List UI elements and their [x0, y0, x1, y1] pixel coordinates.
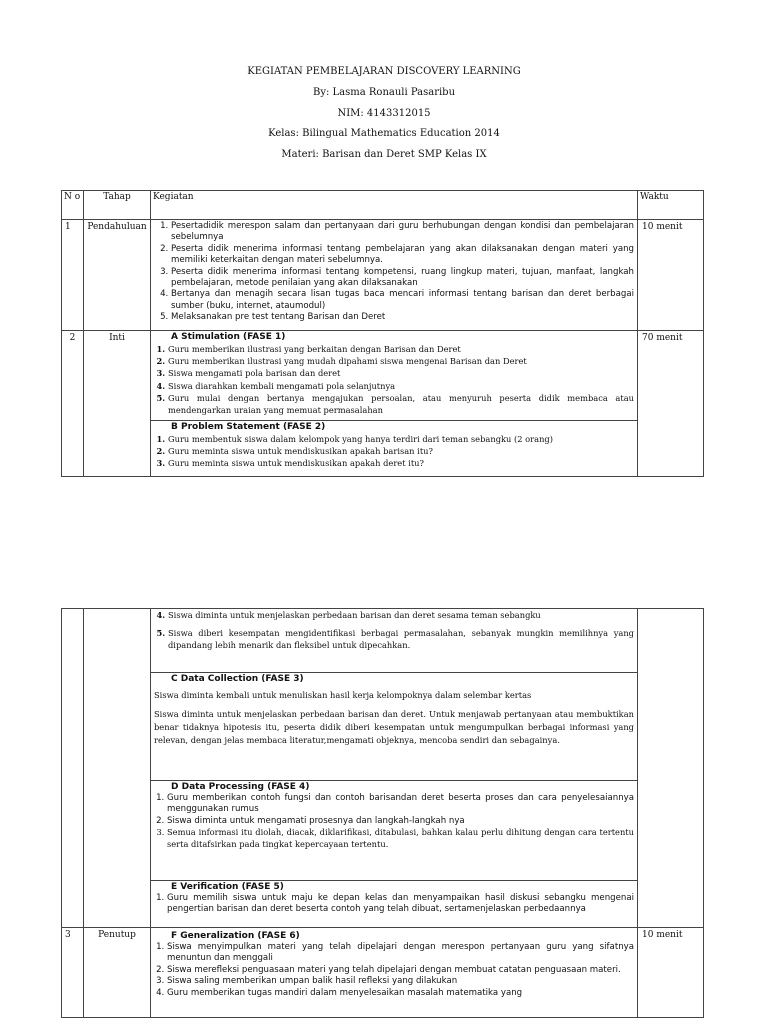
row-number: 2: [62, 331, 84, 477]
row-phase: [84, 609, 151, 928]
row-phase: Penutup: [84, 928, 151, 1018]
row-activities: [151, 220, 638, 331]
section-title: A Stimulation (FASE 1): [171, 332, 286, 342]
row-number: [62, 609, 84, 928]
table-row: [62, 609, 704, 928]
materi-line: Materi: Barisan dan Deret SMP Kelas IX: [281, 149, 487, 161]
list-item: 1. Guru membentuk siswa dalam kelompok yang hanya terdiri dari teman sebangku (2 orang): [168, 433, 634, 445]
table-header-row: [62, 191, 704, 220]
nim-line: NIM: 4143312015: [337, 107, 431, 119]
section-title: E Verification (FASE 5): [171, 882, 284, 892]
header-kegiatan: Kegiatan: [151, 191, 638, 220]
data-processing-section: [151, 780, 637, 880]
list-item: 1. Pesertadidik merespon salam dan pertanyaan dari guru berhubungan dengan kondisi dan pembelajaran sebelumnya: [171, 221, 634, 244]
table-row: [62, 220, 704, 331]
list-item: 3. Siswa mengamati pola barisan dan deret: [168, 367, 634, 379]
header-tahap: Tahap: [84, 191, 151, 220]
list-item: 4. Siswa diarahkan kembali mengamati pola selanjutnya: [168, 380, 634, 392]
list-item: 1. Siswa menyimpulkan materi yang telah dipelajari dengan merespon pertanyaan guru yang sifatnya menuntun dan menggali: [167, 942, 634, 965]
row-phase: Pendahuluan: [84, 220, 151, 331]
list-item: 2. Siswa diminta untuk mengamati prosesnya dan langkah-langkah nya: [167, 816, 634, 827]
list-item: 1. Guru memberikan ilustrasi yang berkaitan dengan Barisan dan Deret: [168, 343, 634, 355]
list-item: 5. Melaksanakan pre test tentang Barisan dan Deret: [171, 312, 634, 323]
stimulation-section: [151, 331, 637, 420]
header-waktu: Waktu: [638, 191, 704, 220]
author-line: By: Lasma Ronauli Pasaribu: [312, 86, 456, 98]
section-title: C Data Collection (FASE 3): [171, 674, 304, 684]
row-activities: [151, 331, 638, 477]
list-item: 4. Siswa diminta untuk menjelaskan perbedaan barisan dan deret sesama teman sebangku: [168, 609, 634, 621]
row-number: 3: [62, 928, 84, 1018]
continued-section: [151, 609, 637, 672]
list-item: 4. Guru memberikan tugas mandiri dalam menyelesaikan masalah matematika yang: [167, 988, 634, 999]
table-row: [62, 928, 704, 1018]
list-item: 1. Guru memilih siswa untuk maju ke depan kelas dan menyampaikan hasil diskusi sebangku mengenai pengertian barisan dan deret beserta contoh yang telah dibuat, sertamenjelaskan perbedaannya: [167, 893, 634, 916]
document-header: [0, 62, 768, 166]
list-item: 5. Guru mulai dengan bertanya mengajukan persoalan, atau menyuruh peserta didik membaca atau mendengarkan uraian yang memuat permasalahan: [168, 392, 634, 416]
list-item: 2. Guru meminta siswa untuk mendiskusikan apakah barisan itu?: [168, 445, 634, 457]
problem-statement-section: [151, 420, 637, 470]
row-duration: [638, 609, 704, 928]
row-number: 1: [62, 220, 84, 331]
paragraph: Siswa diminta kembali untuk menuliskan hasil kerja kelompoknya dalam selembar kertas: [154, 690, 532, 700]
lesson-table-continued: [61, 608, 704, 1018]
paragraph: Siswa diminta untuk menjelaskan perbedaan barisan dan deret. Untuk menjawab pertanyaan atau membuktikan benar tidaknya hipotesis itu, peserta didik diberi kesempatan untuk mengumpulkan berbagai informasi yang relevan, dengan jelas membaca literatur,mengamati objeknya, mencoba sendiri dan sebagainya.: [154, 709, 634, 745]
section-title: F Generalization (FASE 6): [171, 931, 300, 941]
table-row: [62, 331, 704, 477]
header-no: N o: [62, 191, 84, 220]
row-phase: Inti: [84, 331, 151, 477]
data-collection-section: [151, 672, 637, 780]
lesson-table: [61, 190, 704, 477]
verification-section: [151, 880, 637, 916]
document-title: KEGIATAN PEMBELAJARAN DISCOVERY LEARNING: [247, 66, 521, 77]
section-title: D Data Processing (FASE 4): [171, 782, 310, 792]
row-duration: 10 menit: [638, 928, 704, 1018]
row-activities: [151, 928, 638, 1018]
list-item: 5. Siswa diberi kesempatan mengidentifikasi berbagai permasalahan, sebanyak mungkin memilihnya yang dipandang lebih menarik dan fleksibel untuk dipecahkan.: [168, 627, 634, 651]
list-item: 2. Guru memberikan ilustrasi yang mudah dipahami siswa mengenai Barisan dan Deret: [168, 355, 634, 367]
list-item: 2. Siswa merefleksi penguasaan materi yang telah dipelajari dengan membuat catatan penguasaan materi.: [167, 965, 634, 976]
list-item: 3. Semua informasi itu diolah, diacak, diklarifikasi, ditabulasi, bahkan kalau perlu dihitung dengan cara tertentu serta ditafsirkan pada tingkat kepercayaan tertentu.: [167, 827, 634, 850]
section-title: B Problem Statement (FASE 2): [171, 422, 326, 432]
list-item: 1. Guru memberikan contoh fungsi dan contoh barisandan deret beserta proses dan cara penyelesaiannya menggunakan rumus: [167, 793, 634, 816]
list-item: 3. Siswa saling memberikan umpan balik hasil refleksi yang dilakukan: [167, 976, 634, 987]
list-item: 3. Peserta didik menerima informasi tentang kompetensi, ruang lingkup materi, tujuan, manfaat, langkah pembelajaran, metode penilaian yang akan dilaksanakan: [171, 267, 634, 290]
kelas-line: Kelas: Bilingual Mathematics Education 2014: [268, 128, 500, 140]
list-item: 4. Bertanya dan menagih secara lisan tugas baca mencari informasi tentang barisan dan deret berbagai sumber (buku, internet, ataumodul): [171, 289, 634, 312]
row-duration: 70 menit: [638, 331, 704, 477]
row-duration: 10 menit: [638, 220, 704, 331]
row-activities: [151, 609, 638, 928]
list-item: 3. Guru meminta siswa untuk mendiskusikan apakah deret itu?: [168, 457, 634, 469]
list-item: 2. Peserta didik menerima informasi tentang pembelajaran yang akan dilaksanakan dengan materi yang memiliki keterkaitan dengan materi sebelumnya.: [171, 244, 634, 267]
